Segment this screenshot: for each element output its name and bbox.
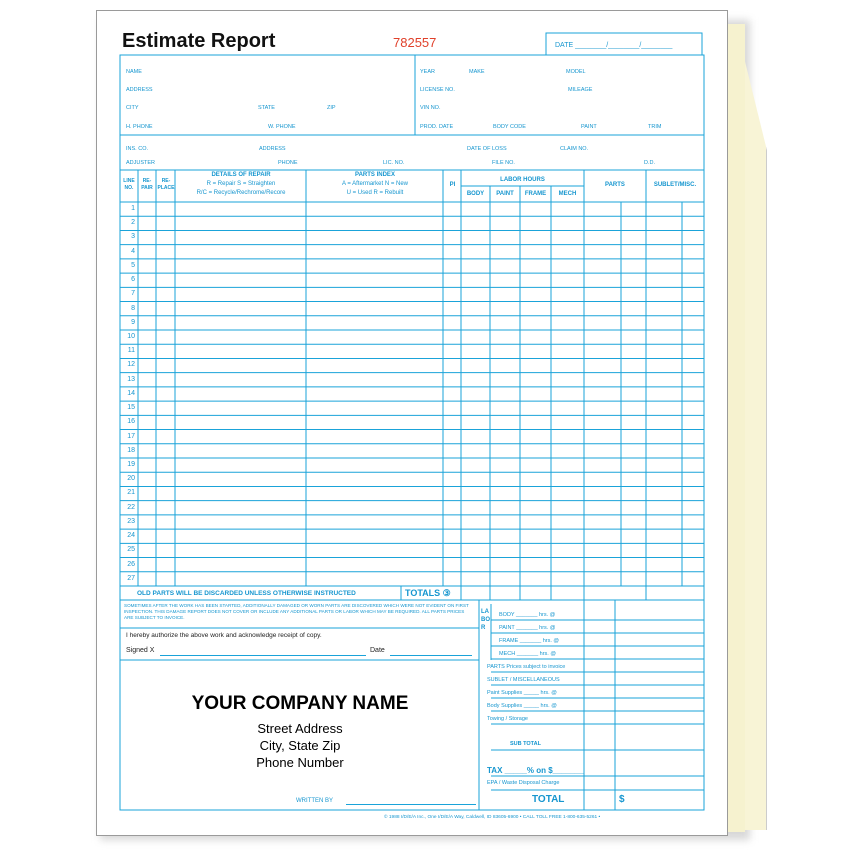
summary-epa: EPA / Waste Disposal Charge	[487, 780, 560, 786]
summary-body: BODY _______ hrs. @	[499, 612, 556, 618]
frame-col-header: FRAME	[524, 191, 547, 197]
company-phone: Phone Number	[256, 755, 344, 770]
line-number: 21	[127, 489, 135, 497]
company-name: YOUR COMPANY NAME	[191, 693, 409, 714]
line-number: 24	[127, 532, 135, 540]
company-street: Street Address	[257, 721, 343, 736]
body-code-label: BODY CODE	[493, 124, 526, 130]
line-number: 15	[127, 404, 135, 412]
trim-label: TRIM	[648, 124, 662, 130]
paint-label: PAINT	[581, 124, 597, 130]
line-no-header: LINE NO.	[123, 178, 135, 191]
line-number: 27	[127, 574, 135, 582]
copyright-footer: © 1988 I/D/E/A Inc., One I/D/E/A Way, Caldwell, ID 83605-6900 • CALL TOLL FREE 1-800-635-5261 •	[384, 815, 601, 820]
old-parts-notice: OLD PARTS WILL BE DISCARDED UNLESS OTHERWISE INSTRUCTED	[137, 590, 356, 597]
summary-sublet: SUBLET / MISCELLANEOUS	[487, 677, 560, 683]
claim-no-label: CLAIM NO.	[560, 146, 589, 152]
year-label: YEAR	[420, 69, 435, 75]
line-number: 6	[131, 276, 135, 284]
parts-col-header: PARTS	[605, 182, 625, 188]
adjuster-label: ADJUSTER	[126, 160, 156, 166]
line-number: 26	[127, 560, 135, 568]
labor-vertical-label: LABOR	[481, 609, 490, 631]
summary-subtotal: SUB TOTAL	[510, 741, 541, 747]
summary-tax: TAX _____% on $_______	[487, 766, 584, 775]
line-number: 17	[127, 432, 135, 440]
vin-label: VIN NO.	[420, 105, 441, 111]
name-label: NAME	[126, 69, 142, 75]
paint-col-header: PAINT	[496, 191, 514, 197]
line-number: 18	[127, 446, 135, 454]
summary-towing: Towing / Storage	[487, 716, 528, 722]
line-number: 4	[131, 247, 135, 255]
line-number: 14	[127, 389, 135, 397]
totals-label: TOTALS ③	[405, 588, 451, 598]
summary-mech: MECH _______ hrs. @	[499, 651, 556, 657]
details-legend-2: R/C = Recycle/Rechrome/Recore	[196, 190, 286, 196]
lic-no-label: LIC. NO.	[383, 160, 405, 166]
line-number: 11	[127, 347, 135, 355]
state-label: STATE	[258, 105, 275, 111]
city-label: CITY	[126, 105, 139, 111]
signature-line[interactable]	[160, 655, 366, 656]
summary-body-supplies: Body Supplies _____ hrs. @	[487, 703, 557, 709]
parts-index-header: PARTS INDEX	[355, 172, 395, 178]
mileage-label: MILEAGE	[568, 87, 593, 93]
date-sign-label: Date	[370, 647, 385, 654]
labor-hours-header: LABOR HOURS	[500, 177, 545, 183]
line-number: 22	[127, 503, 135, 511]
parts-index-legend-1: A = Aftermarket N = New	[341, 181, 409, 187]
home-phone-label: H. PHONE	[126, 124, 153, 130]
address-label: ADDRESS	[126, 87, 153, 93]
parts-index-legend-2: U = Used R = Rebuilt	[346, 190, 404, 196]
authorization-text: I hereby authorize the above work and acknowledge receipt of copy.	[126, 632, 322, 639]
line-number: 25	[127, 546, 135, 554]
summary-paint-supplies: Paint Supplies _____ hrs. @	[487, 690, 557, 696]
form-title: Estimate Report	[122, 30, 276, 52]
replace-header: RE- PLACE	[157, 178, 175, 191]
signed-label: Signed X	[126, 647, 155, 654]
ins-address-label: ADDRESS	[259, 146, 286, 152]
line-number: 7	[131, 290, 135, 298]
line-number: 13	[127, 375, 135, 383]
additional-damage-notice: SOMETIMES AFTER THE WORK HAS BEEN STARTED, ADDITIONALLY DAMAGED OR WORN PARTS ARE DISCOVERED WHICH WERE NOT EVIDENT ON FIRST INSPECTION. THIS DAMAGE REPORT DOES NOT COVER OR INCLUDE ANY ADDITIONAL PARTS OR LABOR WHICH MAY BE REQUIRED. ALL PARTS PRICES ARE SUBJECT TO INVOICE.	[124, 603, 469, 620]
license-label: LICENSE NO.	[420, 87, 455, 93]
sublet-col-header: SUBLET/MISC.	[653, 182, 697, 188]
line-number: 23	[127, 517, 135, 525]
ins-phone-label: PHONE	[278, 160, 298, 166]
details-header: DETAILS OF REPAIR	[211, 172, 271, 178]
repair-header: RE- PAIR	[141, 178, 153, 191]
body-col-header: BODY	[466, 191, 485, 197]
line-number: 5	[131, 261, 135, 269]
serial-number: 782557	[393, 35, 437, 50]
line-number: 8	[131, 304, 135, 312]
line-number: 3	[131, 233, 135, 241]
summary-paint: PAINT _______ hrs. @	[499, 625, 556, 631]
prod-date-label: PROD. DATE	[420, 124, 454, 130]
line-number: 16	[127, 418, 135, 426]
date-of-loss-label: DATE OF LOSS	[467, 146, 507, 152]
sign-date-line[interactable]	[390, 655, 472, 656]
written-by-label: WRITTEN BY	[296, 798, 333, 804]
details-legend-1: R = Repair S = Straighten	[206, 181, 276, 187]
summary-total: TOTAL	[532, 794, 565, 805]
written-by-line[interactable]	[346, 804, 476, 805]
file-no-label: FILE NO.	[492, 160, 515, 166]
line-number: 20	[127, 475, 135, 483]
dd-label: D.D.	[644, 160, 655, 166]
ins-co-label: INS. CO.	[126, 146, 149, 152]
line-number: 19	[127, 461, 135, 468]
line-number: 1	[131, 205, 135, 212]
zip-label: ZIP	[327, 105, 336, 111]
date-field[interactable]: DATE ________/________/________	[555, 42, 673, 49]
summary-frame: FRAME _______ hrs. @	[499, 638, 559, 644]
line-number: 12	[127, 361, 135, 369]
pi-header: PI	[449, 182, 456, 188]
line-number: 2	[131, 219, 135, 227]
total-dollar-sign: $	[619, 794, 625, 805]
work-phone-label: W. PHONE	[268, 124, 296, 130]
make-label: MAKE	[469, 69, 485, 75]
model-label: MODEL	[566, 69, 586, 75]
summary-parts: PARTS Prices subject to invoice	[487, 664, 566, 670]
company-city: City, State Zip	[259, 738, 341, 753]
line-number: 10	[127, 333, 135, 340]
line-number: 9	[131, 318, 135, 326]
mech-col-header: MECH	[558, 191, 577, 197]
